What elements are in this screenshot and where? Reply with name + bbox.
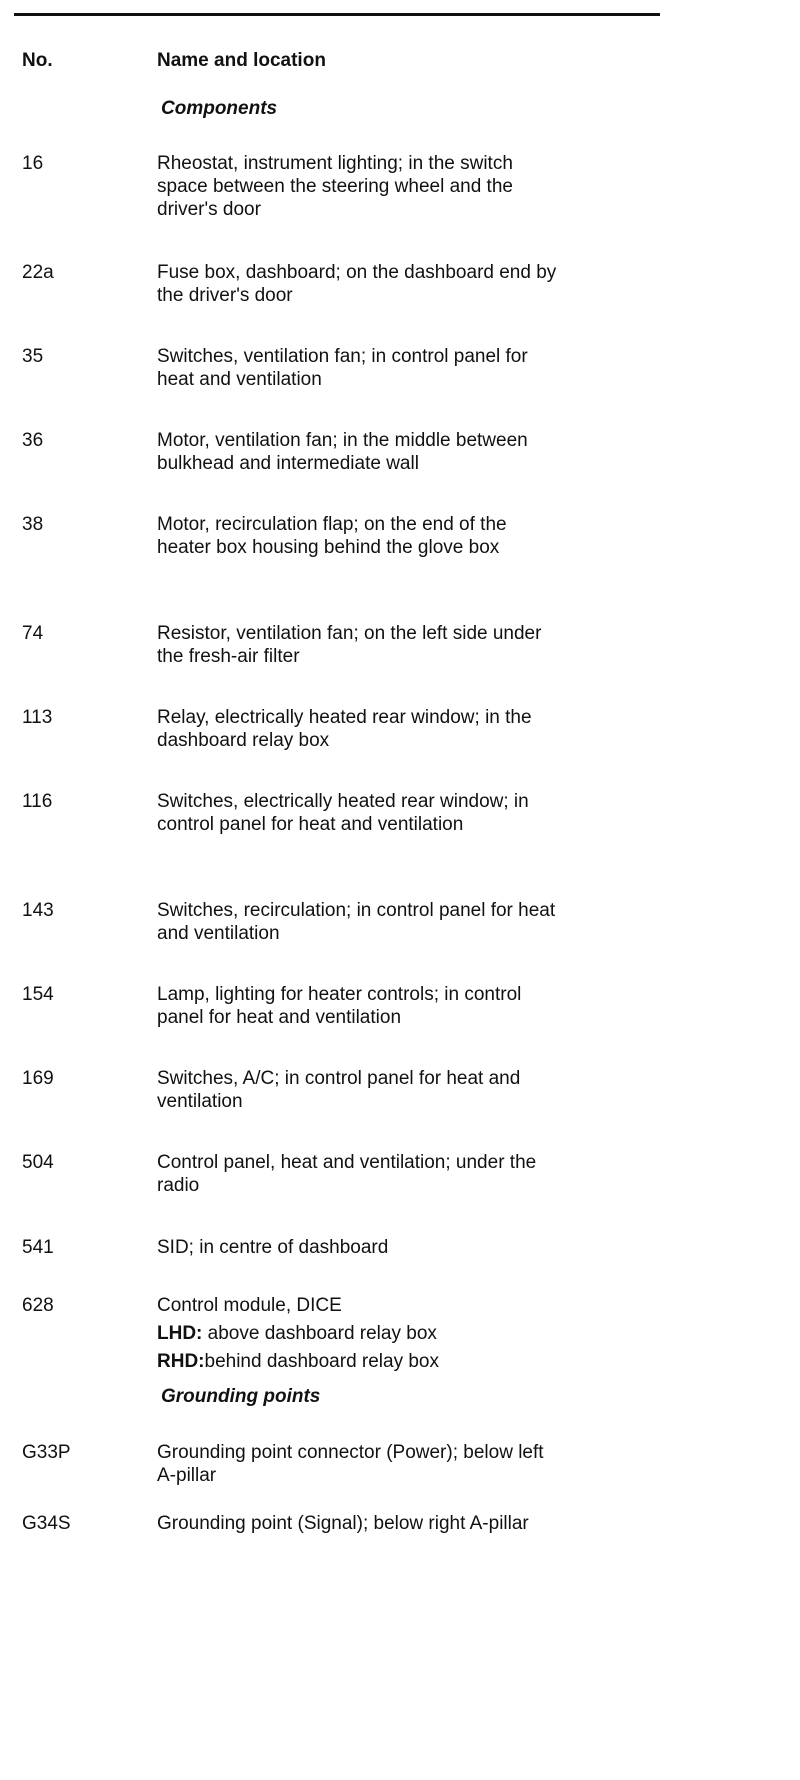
section-components: Components [161,98,278,119]
item-number: 74 [22,623,44,644]
item-number: 541 [22,1237,54,1258]
header-no: No. [22,50,53,71]
item-description: Rheostat, instrument lighting; in the switch space between the steering wheel and the driver's door [157,153,513,220]
item-number: 628 [22,1295,54,1316]
item-description: Switches, ventilation fan; in control panel for heat and ventilation [157,346,528,390]
item-description: Grounding point (Signal); below right A-pillar [157,1513,529,1534]
item-description: Fuse box, dashboard; on the dashboard end by the driver's door [157,262,557,306]
item-number: G34S [22,1513,71,1534]
item-number: 143 [22,900,54,921]
item-number: 38 [22,514,44,535]
item-description: Motor, recirculation flap; on the end of the heater box housing behind the glove box [157,514,507,558]
rhd-label: RHD: [157,1351,205,1372]
item-number: 169 [22,1068,54,1089]
item-description: Lamp, lighting for heater controls; in control panel for heat and ventilation [157,984,522,1028]
item-number: 154 [22,984,54,1005]
item-description: Motor, ventilation fan; in the middle between bulkhead and intermediate wall [157,430,528,474]
rhd-text: behind dashboard relay box [204,1351,440,1372]
item-number: 35 [22,346,44,367]
item-number: 116 [22,791,53,812]
item-number: 16 [22,153,44,174]
section-grounding-points: Grounding points [161,1386,321,1407]
item-description: Grounding point connector (Power); below left A-pillar [157,1442,544,1486]
item-number: 36 [22,430,44,451]
item-description [157,1294,557,1373]
lhd-line [157,1322,557,1345]
top-rule [14,13,660,16]
item-description: Relay, electrically heated rear window; in the dashboard relay box [157,707,532,751]
rhd-line [157,1350,557,1373]
item-description: Switches, electrically heated rear window; in control panel for heat and ventilation [157,791,529,835]
item-description: Switches, A/C; in control panel for heat and ventilation [157,1068,521,1112]
item-number: G33P [22,1442,71,1463]
item-description-main: Control module, DICE [157,1295,342,1316]
item-description: Switches, recirculation; in control panel for heat and ventilation [157,900,556,944]
item-description: Control panel, heat and ventilation; under the radio [157,1152,537,1196]
item-description: SID; in centre of dashboard [157,1237,389,1258]
item-number: 22a [22,262,54,283]
lhd-label: LHD: [157,1323,203,1344]
item-number: 113 [22,707,53,728]
lhd-text: above dashboard relay box [202,1323,437,1344]
item-number: 504 [22,1152,54,1173]
item-description: Resistor, ventilation fan; on the left side under the fresh-air filter [157,623,542,667]
header-name-and-location: Name and location [157,50,326,71]
